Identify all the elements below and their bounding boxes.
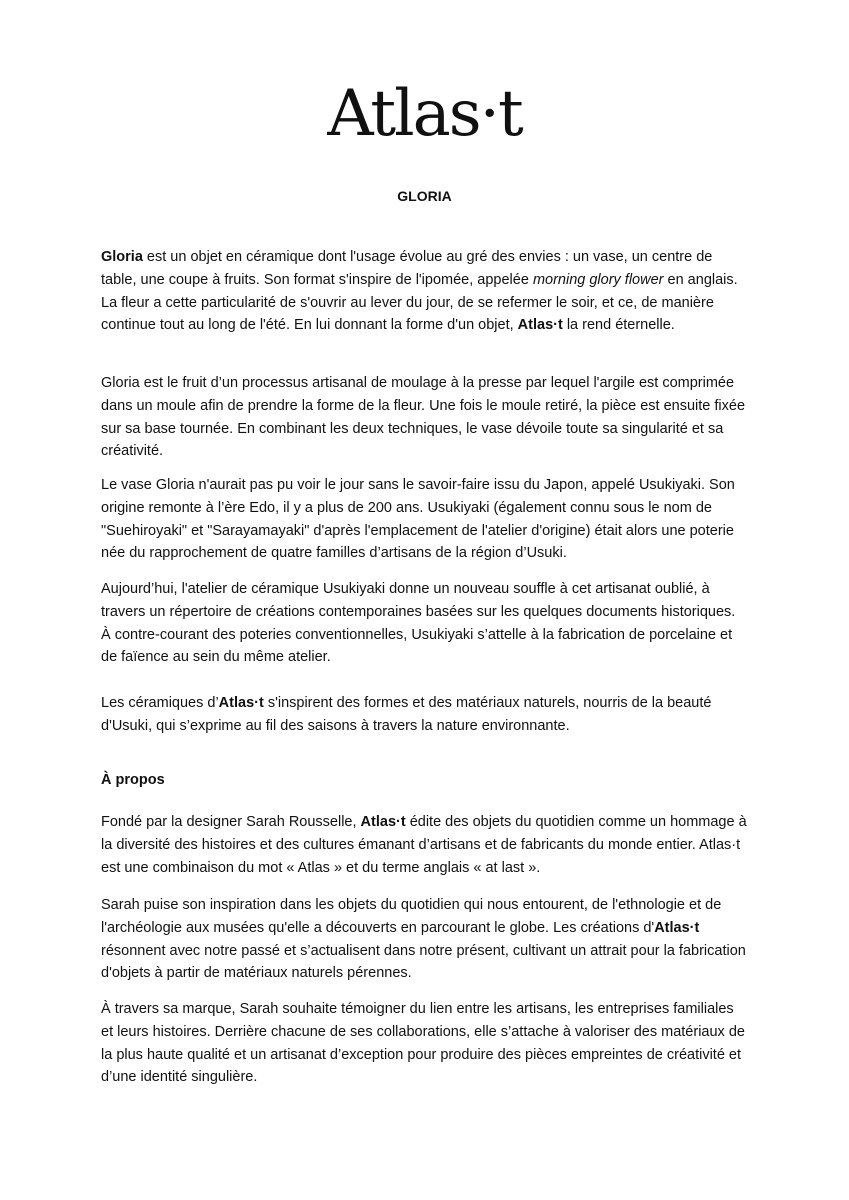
founded-text-2: édite des objets du quotidien comme un hommage à la diversité des histoires et des cultures émanant d’artisans et de fabricants du monde entier. Atlas·t est une combinaison du mot « Atlas » et du terme anglais « at last ».	[101, 814, 747, 876]
intro-text-3: la rend éternelle.	[562, 317, 675, 334]
about-inspiration-paragraph	[101, 894, 749, 985]
ceramics-text-2: s'inspirent des formes et des matériaux naturels, nourris de la beauté d'Usuki, qui s’exprime au fil des saisons à travers la nature environnante.	[101, 695, 712, 734]
inspiration-text-1: Sarah puise son inspiration dans les objets du quotidien qui nous entourent, de l'ethnologie et de l'archéologie aux musées qu'elle a découverts en parcourant le globe. Les créations d'	[101, 897, 722, 936]
intro-text-2: en anglais. La fleur a cette particularité de s'ouvrir au lever du jour, de se refermer le soir, et ce, de manière continue tout au long de l'été. En lui donnant la forme d'un objet,	[101, 271, 738, 334]
about-heading: À propos	[101, 772, 165, 788]
intro-text-1: est un objet en céramique dont l'usage évolue au gré des envies : un vase, un centre de table, une coupe à fruits. Son format s'inspire de l'ipomée, appelée	[101, 249, 713, 288]
origin-paragraph: Le vase Gloria n'aurait pas pu voir le jour sans le savoir-faire issu du Japon, appelé Usukiyaki. Son origine remonte à l’ère Edo, il y a plus de 200 ans. Usukiyaki (également connu sous le nom de "Suehiroyaki" et "Sarayamayaki" d'après l'emplacement de l'atelier d'origine) était alors une poterie née du rapprochement de quatre familles d’artisans de la région d’Usuki.	[101, 477, 735, 562]
atlast-bold: Atlas·t	[517, 317, 563, 334]
inspiration-text-2: résonnent avec notre passé et s’actualisent dans notre présent, cultivant un attrait pour la fabrication d'objets à partir de matériaux naturels pérennes.	[101, 942, 746, 982]
process-paragraph: Gloria est le fruit d’un processus artisanal de moulage à la presse par lequel l'argile est comprimée dans un moule afin de prendre la forme de la fleur. Une fois le moule retiré, la pièce est ensuite fixée sur sa base tournée. En combinant les deux techniques, le vase dévoile toute sa singularité et sa créativité.	[101, 375, 746, 460]
gloria-bold: Gloria	[101, 249, 143, 265]
about-brand-paragraph: À travers sa marque, Sarah souhaite témoigner du lien entre les artisans, les entreprises familiales et leurs histoires. Derrière chacune de ses collaborations, elle s’attache à valoriser des matériaux de la plus haute qualité et un artisanat d’exception pour produire des pièces empreintes de créativité et d’une identité singulière.	[101, 1001, 745, 1086]
intro-paragraph	[101, 246, 749, 337]
atlast-bold: Atlas·t	[360, 814, 406, 830]
brand-logo: Atlas·t	[327, 77, 522, 151]
ceramics-text-1: Les céramiques d’	[101, 695, 219, 711]
about-founded-paragraph	[101, 811, 749, 879]
intro-italic: morning glory flower	[532, 271, 664, 288]
today-paragraph: Aujourd’hui, l'atelier de céramique Usukiyaki donne un nouveau souffle à cet artisanat oublié, à travers un répertoire de créations contemporaines basées sur les quelques documents historiques. À contre-courant des poteries conventionnelles, Usukiyaki s’attelle à la fabrication de porcelaine et de faïence au sein du même atelier.	[101, 581, 736, 666]
founded-text-1: Fondé par la designer Sarah Rousselle,	[101, 814, 361, 830]
atlast-bold: Atlas·t	[654, 919, 700, 936]
atlast-bold: Atlas·t	[218, 695, 264, 711]
document-title: GLORIA	[397, 188, 452, 204]
ceramics-paragraph	[101, 692, 749, 738]
